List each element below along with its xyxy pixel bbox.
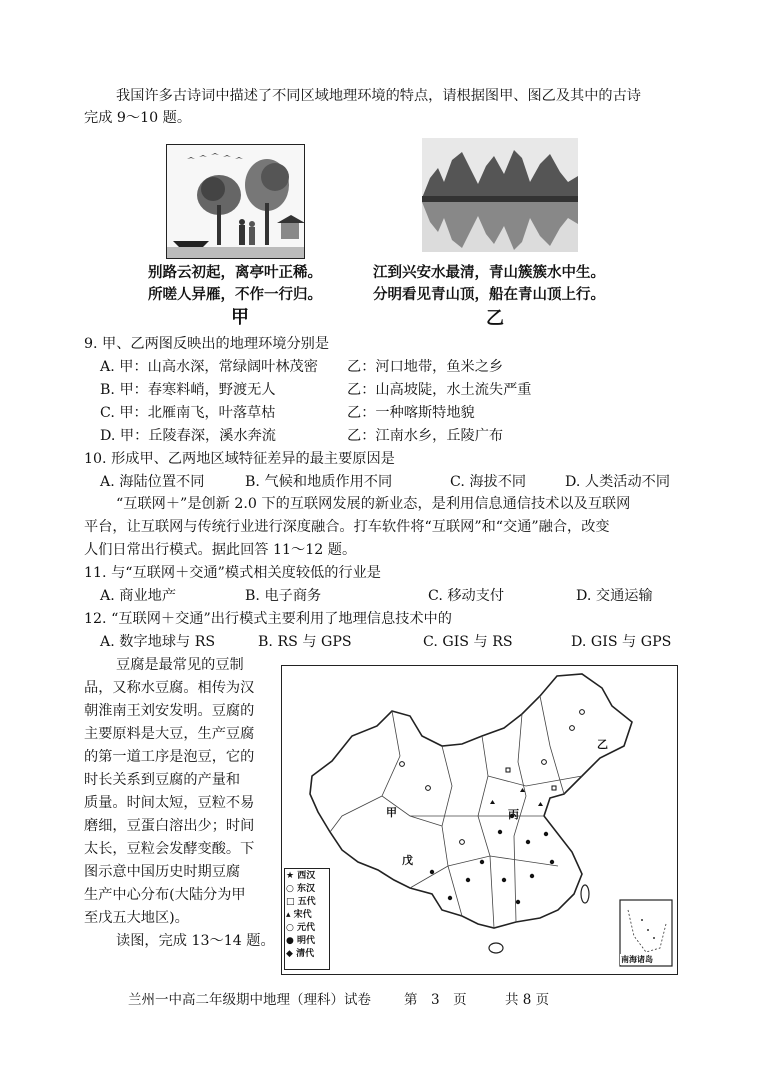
- passage-3-line-6: 时长关系到豆腐的产量和: [84, 772, 241, 788]
- small-circle-icon: ○: [286, 884, 294, 894]
- passage-3-line-3: 朝淮南王刘安发明。豆腐的: [84, 703, 255, 719]
- figure-yi-label: 乙: [486, 308, 504, 329]
- q11-option-c: C. 移动支付: [428, 588, 505, 604]
- legend-item-songdai: ▴ 宋代: [286, 910, 312, 920]
- q12-option-d: D. GIS 与 GPS: [571, 634, 672, 650]
- question-10-stem: 10. 形成甲、乙两地区域特征差异的最主要原因是: [84, 451, 395, 467]
- legend-item-qingdai: ◆ 清代: [286, 949, 315, 959]
- passage-2-line-3: 人们日常出行模式。据此回答 11～12 题。: [84, 542, 357, 558]
- passage-3-line-12: 至戊五大地区)。: [84, 910, 189, 926]
- q12-option-b: B. RS 与 GPS: [258, 634, 352, 650]
- poem-jia-line-2: 所嗟人异雁，不作一行归。: [148, 287, 322, 303]
- intro-line-1: 我国许多古诗词中描述了不同区域地理环境的特点，请根据图甲、图乙及其中的古诗: [116, 88, 641, 104]
- q10-option-b: B. 气候和地质作用不同: [245, 474, 393, 490]
- triangle-icon: ▴: [286, 910, 291, 920]
- circle-icon: ○: [286, 923, 294, 933]
- q10-option-c: C. 海拔不同: [450, 474, 527, 490]
- map-region-wu: 戊: [402, 854, 413, 867]
- q9-option-c: C. 甲：北雁南飞，叶落草枯: [100, 405, 276, 421]
- q10-option-d: D. 人类活动不同: [565, 474, 671, 490]
- q11-option-b: B. 电子商务: [245, 588, 322, 604]
- poem-yi-line-1: 江到兴安水最清，青山簇簇水中生。: [373, 265, 605, 281]
- footer-title: 兰州一中高二年级期中地理（理科）试卷: [128, 992, 371, 1008]
- intro-line-2: 完成 9～10 题。: [84, 110, 192, 126]
- dot-icon: ●: [286, 936, 294, 946]
- map-region-yi: 乙: [597, 738, 608, 751]
- passage-3-line-4: 主要原料是大豆，生产豆腐: [84, 726, 255, 742]
- china-tofu-map: [281, 665, 678, 975]
- passage-3-line-1: 豆腐是最常见的豆制: [116, 657, 244, 673]
- passage-3-line-13: 读图，完成 13～14 题。: [116, 933, 275, 949]
- q12-option-c: C. GIS 与 RS: [423, 634, 513, 650]
- q11-option-d: D. 交通运输: [576, 588, 653, 604]
- passage-3-line-7: 质量。时间太短，豆粒不易: [84, 795, 255, 811]
- q11-option-a: A. 商业地产: [100, 588, 177, 604]
- figure-yi-photo: [422, 138, 578, 252]
- map-inset-label: 南海诸岛: [621, 955, 653, 964]
- q9-option-b-yi: 乙：山高坡陡，水土流失严重: [347, 382, 532, 398]
- q10-option-a: A. 海陆位置不同: [100, 474, 205, 490]
- passage-3-line-2: 品，又称水豆腐。相传为汉: [84, 680, 255, 696]
- q9-option-a-yi: 乙：河口地带，鱼米之乡: [347, 359, 504, 375]
- figure-jia-illustration: [166, 144, 305, 259]
- karst-landscape-icon: [422, 138, 578, 252]
- legend-item-wudai: □ 五代: [286, 897, 316, 907]
- figure-jia-label: 甲: [231, 307, 249, 328]
- footer-total-pages: 共 8 页: [505, 992, 550, 1008]
- landscape-sketch-icon: [167, 145, 304, 258]
- poem-jia-line-1: 别路云初起，离亭叶正稀。: [148, 265, 322, 281]
- passage-3-line-8: 磨细，豆蛋白溶出少；时间: [84, 818, 255, 834]
- q9-option-d-yi: 乙：江南水乡，丘陵广布: [347, 428, 504, 444]
- passage-3-line-5: 的第一道工序是泡豆，它的: [84, 749, 255, 765]
- legend-item-xihan: ★ 西汉: [286, 871, 316, 881]
- legend-item-donghan: ○ 东汉: [286, 884, 316, 894]
- question-12-stem: 12. “互联网＋交通”出行模式主要利用了地理信息技术中的: [84, 611, 452, 627]
- q12-option-a: A. 数字地球与 RS: [100, 634, 216, 650]
- footer-page-number: 第 3 页: [404, 992, 467, 1008]
- q9-option-d: D. 甲：丘陵春深，溪水奔流: [100, 428, 276, 444]
- map-region-jia: 甲: [386, 806, 397, 819]
- star-icon: ★: [286, 871, 295, 881]
- q9-option-c-yi: 乙：一种喀斯特地貌: [347, 405, 475, 421]
- passage-3-line-9: 太长，豆粒会发酵变酸。下: [84, 841, 255, 857]
- square-icon: □: [286, 897, 295, 907]
- passage-2-line-2: 平台，让互联网与传统行业进行深度融合。打车软件将“互联网”和“交通”融合，改变: [84, 519, 610, 535]
- question-11-stem: 11. 与“互联网＋交通”模式相关度较低的行业是: [84, 565, 381, 581]
- poem-yi-line-2: 分明看见青山顶，船在青山顶上行。: [373, 287, 605, 303]
- china-outline-icon: [282, 666, 677, 974]
- map-region-bing: 丙: [508, 808, 519, 821]
- passage-3-line-10: 图示意中国历史时期豆腐: [84, 864, 241, 880]
- passage-3-line-11: 生产中心分布(大陆分为甲: [84, 887, 246, 903]
- q9-option-b: B. 甲：春寒料峭，野渡无人: [100, 382, 276, 398]
- diamond-icon: ◆: [286, 949, 293, 959]
- passage-2-line-1: “互联网＋”是创新 2.0 下的互联网发展的新业态，是利用信息通信技术以及互联网: [116, 496, 631, 512]
- q9-option-a: A. 甲：山高水深，常绿阔叶林茂密: [100, 359, 318, 375]
- question-9-stem: 9. 甲、乙两图反映出的地理环境分别是: [84, 336, 330, 352]
- legend-item-yuandai: ○ 元代: [286, 923, 316, 933]
- legend-item-mingdai: ● 明代: [286, 936, 316, 946]
